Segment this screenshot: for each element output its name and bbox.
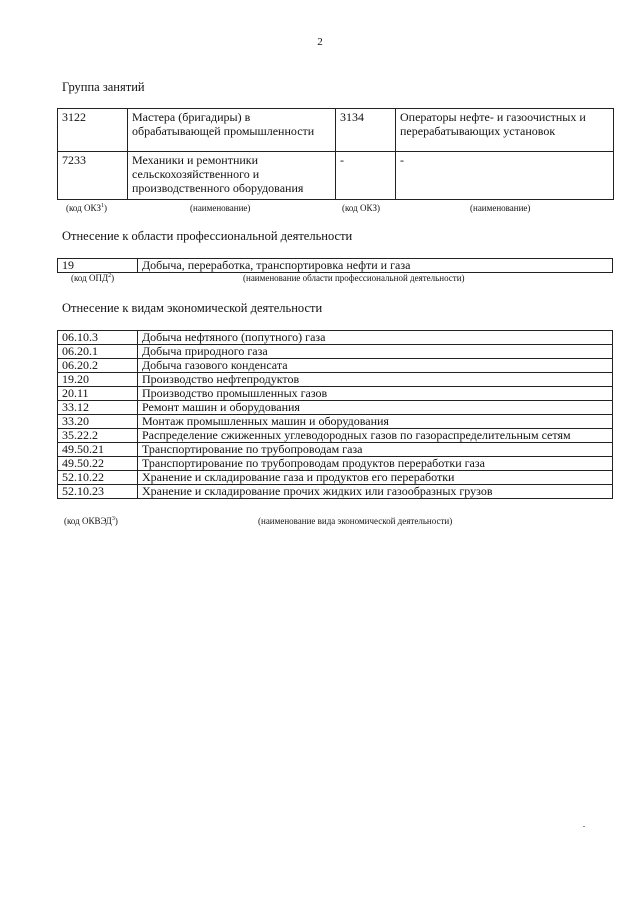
opd-name-cell: Добыча, переработка, транспортировка нефти и газа [138, 259, 613, 273]
okved-name-cell: Добыча нефтяного (попутного) газа [138, 331, 613, 345]
okz-code-cell: 7233 [58, 152, 128, 200]
economic-activities-heading: Отнесение к видам экономической деятельности [62, 301, 323, 315]
occupation-group-table [57, 108, 614, 200]
okz-name-caption: (наименование) [190, 203, 251, 213]
okved-name-cell: Монтаж промышленных машин и оборудования [138, 415, 613, 429]
okved-code-caption: (код ОКВЭД$^3$) [64, 516, 118, 526]
okved-code-cell: 49.50.21 [58, 443, 138, 457]
table-row [58, 457, 613, 471]
okved-code-cell: 20.11 [58, 387, 138, 401]
table-row [58, 415, 613, 429]
okved-name-cell: Производство промышленных газов [138, 387, 613, 401]
opd-code-caption: (код ОПД$^2$) [71, 273, 115, 283]
okz-code-caption: (код ОКЗ$^1$) [66, 203, 107, 213]
professional-area-heading: Отнесение к области профессиональной деятельности [62, 229, 353, 243]
table-row [58, 109, 614, 152]
okz-name-cell: Механики и ремонтники сельскохозяйственного и производственного оборудования [128, 152, 336, 200]
table-row [58, 429, 613, 443]
okved-table [57, 330, 613, 499]
table-row [58, 259, 613, 273]
okved-name-cell: Распределение сжиженных углеводородных газов по газораспределительным сетям [138, 429, 613, 443]
okved-code-cell: 49.50.22 [58, 457, 138, 471]
occupation-group-heading: Группа занятий [62, 80, 145, 94]
table-row [58, 387, 613, 401]
table-row [58, 359, 613, 373]
okved-name-cell: Ремонт машин и оборудования [138, 401, 613, 415]
okved-code-cell: 06.10.3 [58, 331, 138, 345]
page-number: 2 [317, 36, 323, 48]
okved-name-cell: Производство нефтепродуктов [138, 373, 613, 387]
table-row [58, 485, 613, 499]
okz-name-cell: Мастера (бригадиры) в обрабатывающей промышленности [128, 109, 336, 152]
okved-name-cell: Добыча газового конденсата [138, 359, 613, 373]
okved-name-cell: Транспортирование по трубопроводам газа [138, 443, 613, 457]
table-row [58, 373, 613, 387]
okved-code-cell: 19.20 [58, 373, 138, 387]
okved-name-cell: Хранение и складирование газа и продуктов его переработки [138, 471, 613, 485]
okz-code-caption-2: (код ОКЗ) [342, 203, 380, 213]
okz-name-cell: Операторы нефте- и газоочистных и перерабатывающих установок [396, 109, 614, 152]
professional-area-table [57, 258, 613, 273]
scan-mark [583, 826, 585, 827]
opd-name-caption: (наименование области профессиональной деятельности) [243, 273, 465, 283]
table-row [58, 152, 614, 200]
okved-code-cell: 06.20.1 [58, 345, 138, 359]
okz-code-cell: - [336, 152, 396, 200]
okved-name-cell: Хранение и складирование прочих жидких или газообразных грузов [138, 485, 613, 499]
table-row [58, 345, 613, 359]
table-row [58, 331, 613, 345]
table-row [58, 471, 613, 485]
okz-name-cell: - [396, 152, 614, 200]
okz-code-cell: 3122 [58, 109, 128, 152]
okved-code-cell: 33.20 [58, 415, 138, 429]
okved-name-cell: Добыча природного газа [138, 345, 613, 359]
okz-code-cell: 3134 [336, 109, 396, 152]
okved-name-caption: (наименование вида экономической деятельности) [258, 516, 453, 526]
okz-name-caption-2: (наименование) [470, 203, 531, 213]
opd-code-cell: 19 [58, 259, 138, 273]
okved-code-cell: 06.20.2 [58, 359, 138, 373]
okved-code-cell: 52.10.22 [58, 471, 138, 485]
table-row [58, 401, 613, 415]
table-row [58, 443, 613, 457]
okved-code-cell: 33.12 [58, 401, 138, 415]
okved-name-cell: Транспортирование по трубопроводам продуктов переработки газа [138, 457, 613, 471]
okved-code-cell: 35.22.2 [58, 429, 138, 443]
okved-code-cell: 52.10.23 [58, 485, 138, 499]
